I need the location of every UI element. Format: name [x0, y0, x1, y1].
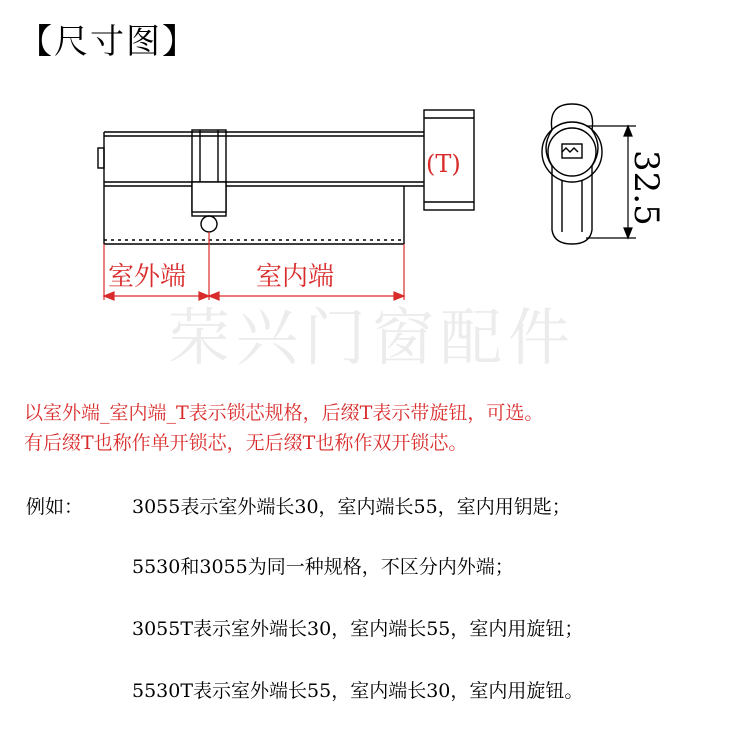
note-line-2: 有后缀T也称作单开锁芯，无后缀T也称作双开锁芯。: [24, 432, 468, 454]
example-line-3: 3055T表示室外端长30，室内端长55，室内用旋钮；: [132, 618, 584, 640]
examples-label: 例如：: [26, 496, 84, 518]
example-line-2: 5530和3055为同一种规格，不区分内外端；: [132, 556, 514, 578]
cylinder-side-view: [542, 104, 602, 244]
cylinder-body: [98, 130, 424, 244]
dimension-value: 32.5: [626, 150, 666, 226]
note-line-1: 以室外端_室内端_T表示锁芯规格，后缀T表示带旋钮，可选。: [24, 402, 544, 424]
inner-end-label: 室内端: [256, 262, 335, 292]
page-title: 【尺寸图】: [18, 22, 198, 62]
example-line-4: 5530T表示室外端长55，室内端长30，室内用旋钮。: [132, 680, 584, 702]
knob-label: (T): [426, 150, 461, 178]
watermark: 荣兴门窗配件: [168, 301, 577, 374]
outer-end-label: 室外端: [108, 262, 187, 292]
example-line-1: 3055表示室外端长30，室内端长55，室内用钥匙；: [132, 496, 571, 518]
